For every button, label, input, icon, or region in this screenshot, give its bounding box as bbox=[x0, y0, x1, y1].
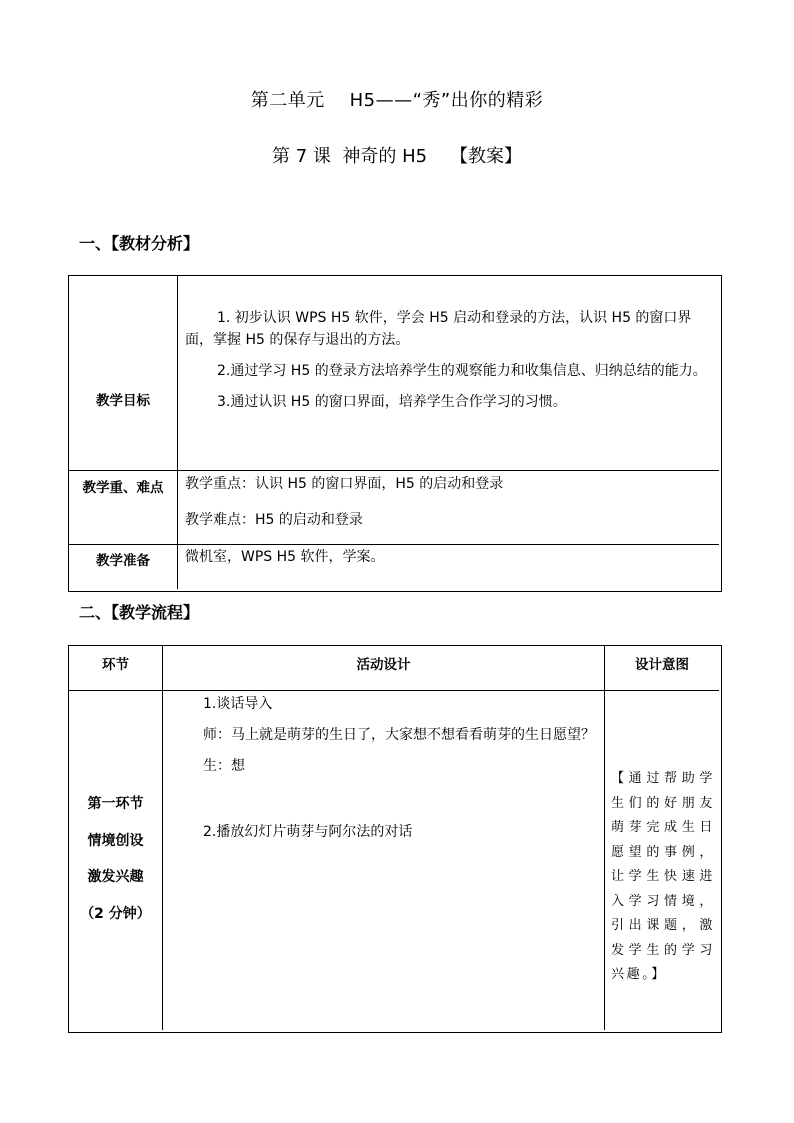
objectives-label: 教学目标 bbox=[96, 393, 150, 409]
flow-table bbox=[68, 645, 722, 1033]
analysis-table bbox=[68, 275, 722, 592]
activity-step: 1.谈话导入 bbox=[203, 696, 273, 712]
table-divider bbox=[177, 276, 178, 589]
stage-cell bbox=[69, 786, 162, 932]
stage-line: （2 分钟） bbox=[80, 905, 151, 922]
lesson-title: 第 7 课 神奇的 H5 【教案】 bbox=[272, 146, 522, 167]
table-divider bbox=[69, 470, 719, 471]
student-line: 生：想 bbox=[203, 758, 245, 774]
section-heading-analysis: 一、【教材分析】 bbox=[79, 234, 200, 253]
objectives-list bbox=[185, 307, 713, 413]
teacher-line: 师：马上就是萌芽的生日了，大家想不想看看萌芽的生日愿望？ bbox=[203, 727, 595, 743]
table-divider bbox=[162, 646, 163, 1030]
difficult-point: 教学难点：H5 的启动和登录 bbox=[185, 512, 363, 528]
preparation-label: 教学准备 bbox=[96, 553, 150, 569]
table-divider bbox=[69, 690, 719, 691]
stage-line: 第一环节 bbox=[87, 796, 144, 812]
stage-line: 激发兴趣 bbox=[87, 869, 144, 885]
section-heading-flow: 二、【教学流程】 bbox=[79, 603, 200, 622]
key-points-label: 教学重、难点 bbox=[82, 480, 164, 496]
intent-note: 【通过帮助学生们的好朋友萌芽完成生日愿望的事例，让学生快速进入学习情境，引出课题，激发学生的学习兴趣。】 bbox=[611, 770, 715, 981]
objective-item: 2.通过学习 H5 的登录方法培养学生的观察能力和收集信息、归纳总结的能力。 bbox=[217, 363, 707, 379]
objective-item: 1. 初步认识 WPS H5 软件，学会 H5 启动和登录的方法，认识 H5 的窗口界面，掌握 H5 的保存与退出的方法。 bbox=[185, 310, 692, 348]
activity-cell bbox=[171, 693, 597, 843]
activity-step: 2.播放幻灯片萌芽与阿尔法的对话 bbox=[203, 824, 413, 840]
objective-item: 3.通过认识 H5 的窗口界面，培养学生合作学习的习惯。 bbox=[217, 394, 567, 410]
table-divider bbox=[604, 646, 605, 1030]
key-point: 教学重点：认识 H5 的窗口界面，H5 的启动和登录 bbox=[185, 476, 504, 492]
unit-title: 第二单元 H5——“秀”出你的精彩 bbox=[250, 90, 544, 111]
header-activity: 活动设计 bbox=[356, 657, 411, 673]
table-divider bbox=[69, 544, 719, 545]
stage-line: 情境创设 bbox=[87, 832, 144, 849]
header-intent: 设计意图 bbox=[635, 657, 689, 673]
header-stage: 环节 bbox=[102, 657, 129, 673]
preparation-text: 微机室，WPS H5 软件，学案。 bbox=[185, 549, 385, 565]
